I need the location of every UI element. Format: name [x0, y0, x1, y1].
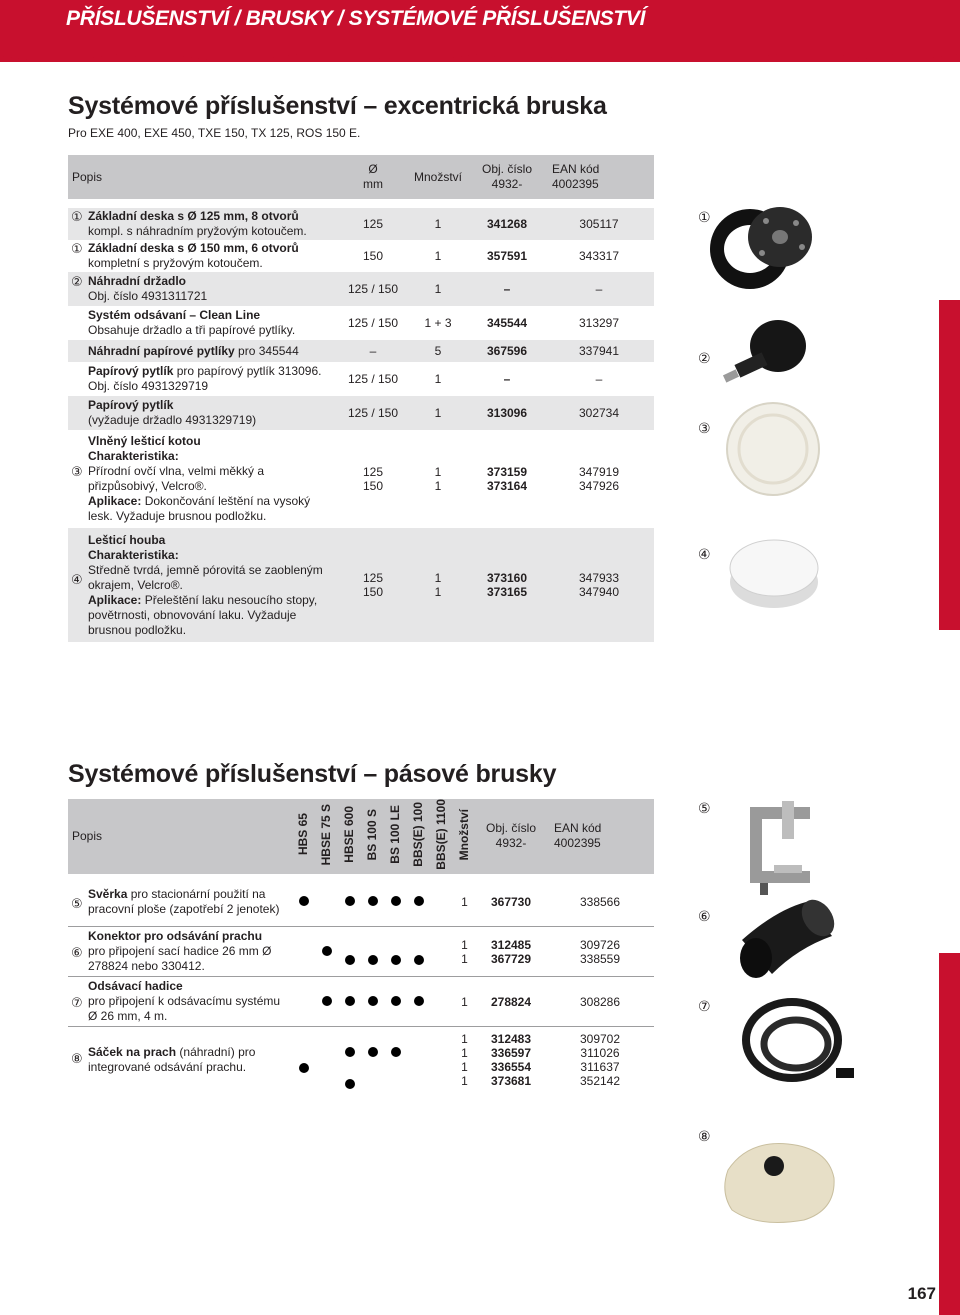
table-row: ① Základní deska s Ø 150 mm, 6 otvorů kompletní s pryžovým kotoučem. 150 1 357591 343317: [71, 241, 620, 270]
table-excentric-sander: [68, 155, 654, 642]
availability-dot: [322, 946, 332, 956]
col-model: HBS 65: [296, 813, 310, 856]
section1-title: Systémové příslušenství – excentrická bruska: [68, 92, 607, 120]
marker-1: ①: [698, 209, 711, 225]
table-row: ⑥ Konektor pro odsávání prachu pro připojení sací hadice 26 mm Ø 278824 nebo 330412. 1 1 312485 367729 309726 338559: [68, 927, 654, 977]
availability-dot: [414, 996, 424, 1006]
availability-dot: [322, 996, 332, 1006]
col-diameter: Ø mm: [340, 155, 406, 199]
section2-title: Systémové příslušenství – pásové brusky: [68, 760, 557, 788]
table-row: ⑦ Odsávací hadice pro připojení k odsávacímu systému Ø 26 mm, 4 m. 1 278824 308286: [68, 977, 654, 1027]
table-row: ① Základní deska s Ø 125 mm, 8 otvorů kompl. s náhradním pryžovým kotoučem. 125 1 341268 305117: [68, 208, 654, 240]
availability-dot: [368, 955, 378, 965]
col-qty: Množství: [457, 808, 471, 861]
table-row: ⑧ Sáček na prach (náhradní) pro integrované odsávání prachu. 1 1 1 1 312483 336597 336554 373681 309702 311026 311637 352142: [68, 1027, 654, 1093]
header-title: PŘÍSLUŠENSTVÍ / BRUSKY / SYSTÉMOVÉ PŘÍSLUŠENSTVÍ: [66, 7, 646, 30]
header-torn-edge: [0, 44, 960, 66]
extraction-hose-image: [740, 990, 860, 1090]
availability-dot: [368, 1047, 378, 1057]
col-qty: Množství: [406, 155, 470, 199]
col-obj: Obj. číslo 4932-: [470, 155, 544, 199]
availability-dot: [391, 1047, 401, 1057]
col-model: HBSE 75 S: [319, 803, 333, 866]
dust-connector-image: [736, 890, 840, 980]
availability-dot: [345, 1079, 355, 1089]
table-row: Náhradní papírové pytlíky pro 345544 – 5 367596 337941: [68, 340, 654, 362]
availability-dot: [391, 896, 401, 906]
table-row: Papírový pytlík pro papírový pytlík 313096. Obj. číslo 4931329719 125 / 150 1 – –: [88, 364, 603, 393]
section1-subtitle: Pro EXE 400, EXE 450, TXE 150, TX 125, ROS 150 E.: [68, 126, 361, 140]
availability-dot: [391, 955, 401, 965]
table-row: ⑤ Svěrka pro stacionární použití na pracovní ploše (zapotřebí 2 jenotek) 1 367730 338566: [71, 887, 621, 917]
marker-2: ②: [698, 350, 711, 366]
col-model: BS 100 LE: [388, 805, 402, 864]
availability-dot: [391, 996, 401, 1006]
marker-6: ⑥: [698, 908, 711, 924]
table-row: ③ Vlněný lešticí kotou Charakteristika: Přírodní ovčí vlna, velmi měkký a přizpůsobivý, Velcro®. Aplikace: Dokončování leštění na vysoký lesk. Vyžaduje brusnou podložku. 125 150 1 1 373159 373164 347919 347926: [71, 434, 620, 523]
col-model: HBSE 600: [342, 806, 356, 863]
availability-dot: [345, 955, 355, 965]
col-model: BS 100 S: [365, 808, 379, 861]
base-plate-image: [706, 197, 812, 295]
dust-bag-image: [718, 1130, 842, 1230]
col-ean: EAN kód 4002395: [546, 799, 654, 874]
availability-dot: [368, 996, 378, 1006]
availability-dot: [345, 896, 355, 906]
availability-dot: [368, 896, 378, 906]
availability-dot: [345, 996, 355, 1006]
availability-dot: [345, 1047, 355, 1057]
page-header: [0, 0, 960, 62]
availability-dot: [299, 1063, 309, 1073]
col-ean: EAN kód 4002395: [544, 155, 654, 199]
wool-pad-image: [724, 400, 822, 498]
table-row: Systém odsávaní – Clean Line Obsahuje držadlo a tři papírové pytlíky. 125 / 150 1 + 3 345544 313297: [88, 308, 620, 337]
foam-pad-image: [726, 532, 822, 612]
availability-dot: [414, 896, 424, 906]
table-belt-sander: [68, 799, 654, 1093]
col-model: BBS(E) 1100: [434, 799, 448, 870]
table-row: ② Náhradní držadlo Obj. číslo 4931311721 125 / 150 1 – –: [68, 272, 654, 306]
table-row: Papírový pytlík (vyžaduje držadlo 4931329719) 125 / 150 1 313096 302734: [68, 396, 654, 430]
marker-3: ③: [698, 420, 711, 436]
marker-7: ⑦: [698, 998, 711, 1014]
availability-dot: [299, 896, 309, 906]
col-popis: Popis: [68, 155, 340, 199]
handle-image: [716, 310, 810, 390]
col-obj: Obj. číslo 4932-: [476, 799, 546, 874]
marker-4: ④: [698, 546, 711, 562]
side-tab-top: [939, 300, 960, 630]
page-number: 167: [907, 1284, 936, 1303]
clamp-image: [740, 795, 840, 895]
table-row: ④ Lešticí houba Charakteristika: Středně tvrdá, jemně pórovitá se zaobleným okrajem, Velcro®. Aplikace: Přeleštění laku nesoucího stopy, povětrnosti, obnovování laku. Vyžaduje brusnou podložku. 125 150 1 1 373160 373165 347933 347940: [68, 528, 654, 642]
col-popis: Popis: [68, 799, 292, 874]
side-tab-bottom: [939, 953, 960, 1315]
col-model: BBS(E) 100: [411, 802, 425, 867]
marker-8: ⑧: [698, 1128, 711, 1144]
marker-5: ⑤: [698, 800, 711, 816]
availability-dot: [414, 955, 424, 965]
